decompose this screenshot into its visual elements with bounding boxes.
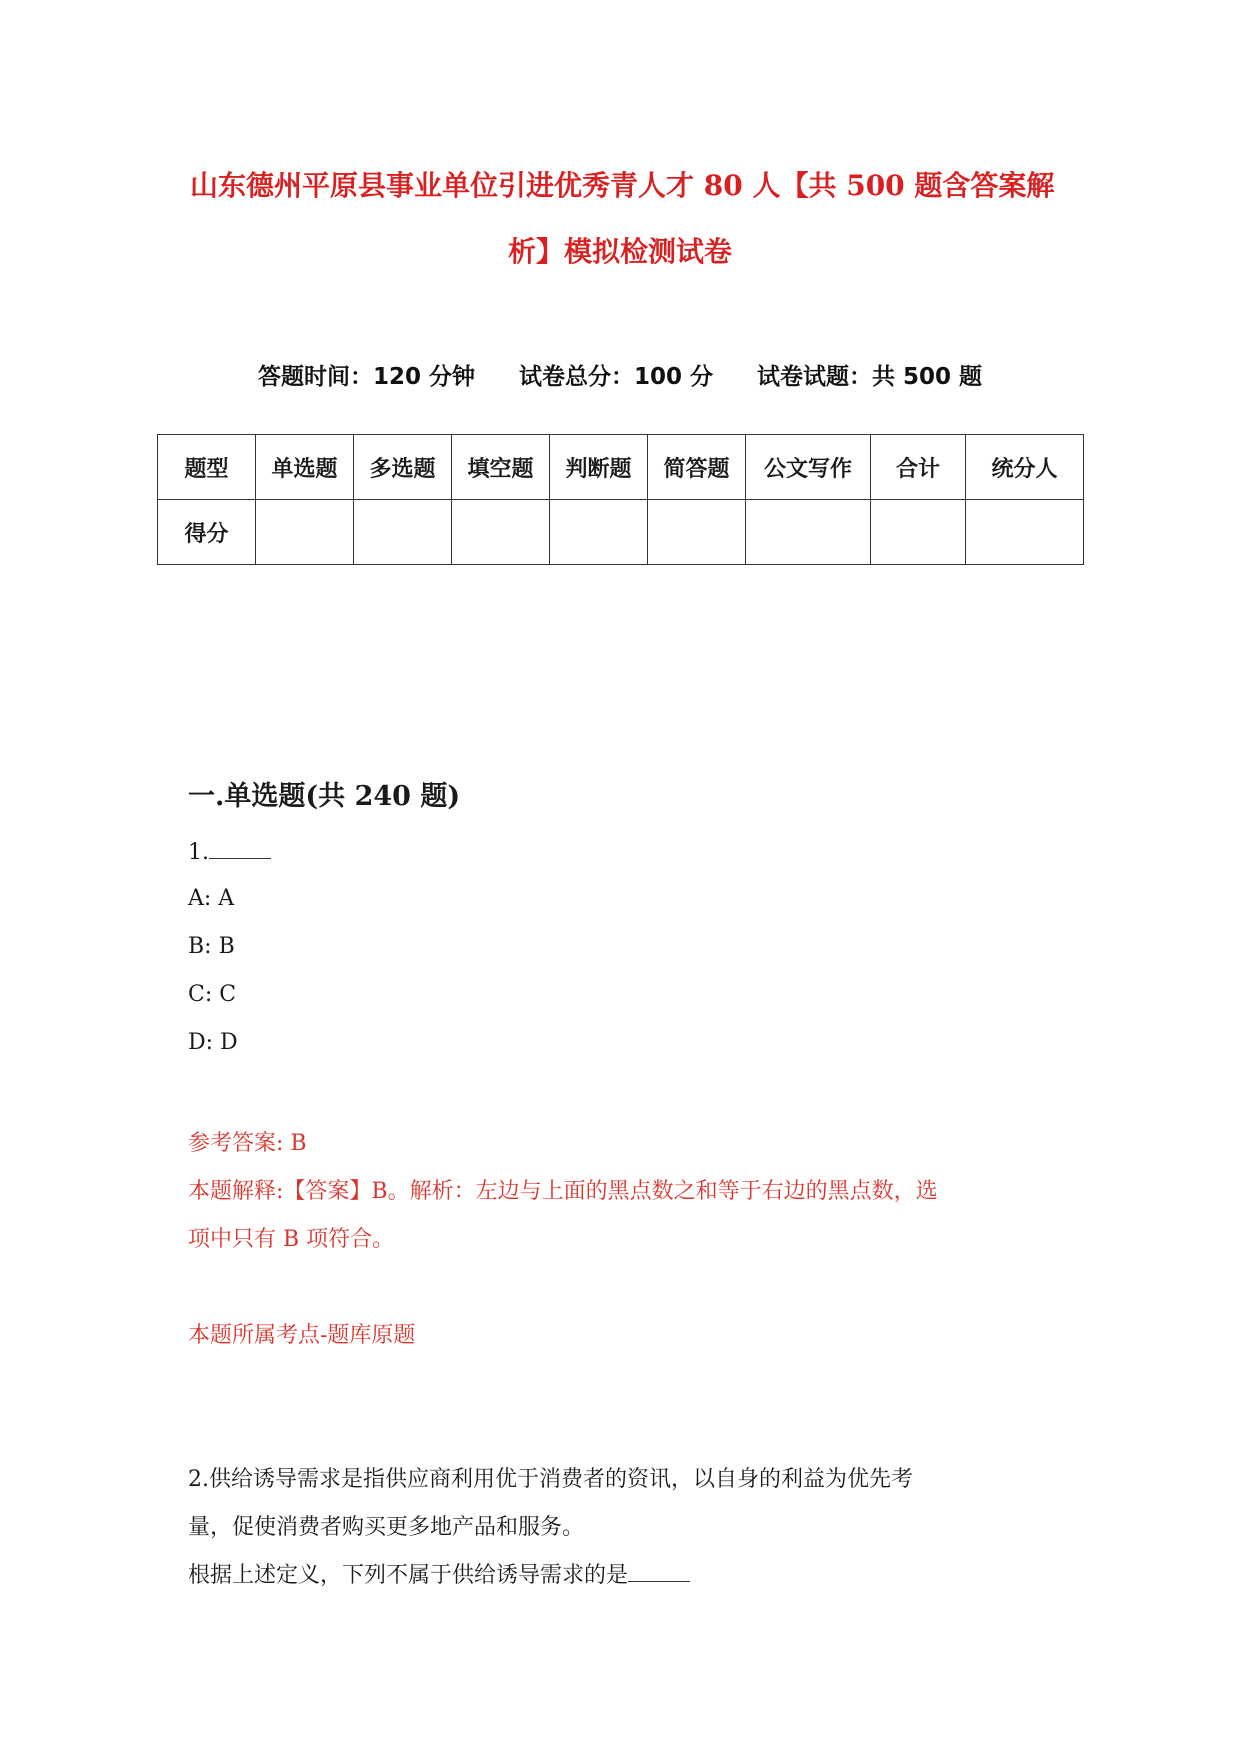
header-cell: 合计 — [871, 435, 966, 500]
header-cell: 多选题 — [354, 435, 452, 500]
score-cell — [648, 500, 746, 565]
score-cell — [354, 500, 452, 565]
exam-time: 答题时间：120 分钟 — [257, 364, 475, 390]
document-title-line-2: 析】模拟检测试卷 — [507, 235, 732, 268]
exam-question-count: 试卷试题：共 500 题 — [757, 364, 983, 390]
question-1-option-a: A: A — [188, 886, 235, 911]
score-table-header-row — [158, 435, 1084, 500]
header-cell: 判断题 — [550, 435, 648, 500]
score-cell — [746, 500, 871, 565]
question-1-option-c: C: C — [188, 982, 237, 1007]
answer-blank — [628, 1561, 690, 1582]
document-title-line-1: 山东德州平原县事业单位引进优秀青人才 80 人【共 500 题含答案解 — [190, 169, 1055, 202]
question-1-explanation-line-1: 本题解释:【答案】B。解析：左边与上面的黑点数之和等于右边的黑点数，选 — [188, 1179, 938, 1204]
header-cell: 公文写作 — [746, 435, 871, 500]
score-cell — [871, 500, 966, 565]
question-1-explanation-line-2: 项中只有 B 项符合。 — [188, 1227, 395, 1252]
question-1-knowledge-point: 本题所属考点-题库原题 — [188, 1323, 416, 1348]
question-1-option-b: B: B — [188, 934, 235, 959]
question-2-prompt: 根据上述定义，下列不属于供给诱导需求的是 — [188, 1563, 629, 1588]
score-cell — [452, 500, 550, 565]
question-2-line-1: 2.供给诱导需求是指供应商利用优于消费者的资讯，以自身的利益为优先考 — [188, 1467, 913, 1492]
header-cell: 填空题 — [452, 435, 550, 500]
header-cell: 统分人 — [966, 435, 1084, 500]
section-title: 一.单选题(共 240 题) — [188, 781, 461, 812]
exam-total-score: 试卷总分：100 分 — [518, 364, 714, 390]
header-cell: 简答题 — [648, 435, 746, 500]
score-row-label: 得分 — [158, 500, 256, 565]
question-1-answer: 参考答案: B — [188, 1131, 307, 1156]
exam-meta — [0, 358, 1240, 391]
score-table — [157, 434, 1084, 565]
score-table-score-row — [158, 500, 1084, 565]
header-cell: 题型 — [158, 435, 256, 500]
score-cell — [966, 500, 1084, 565]
question-2-line-3 — [188, 1558, 690, 1589]
question-1-number: 1. — [188, 840, 209, 865]
score-cell — [550, 500, 648, 565]
question-1-stem — [188, 838, 271, 865]
question-2-line-2: 量，促使消费者购买更多地产品和服务。 — [188, 1515, 585, 1540]
score-cell — [256, 500, 354, 565]
answer-blank — [209, 838, 271, 859]
question-1-option-d: D: D — [188, 1030, 238, 1055]
header-cell: 单选题 — [256, 435, 354, 500]
